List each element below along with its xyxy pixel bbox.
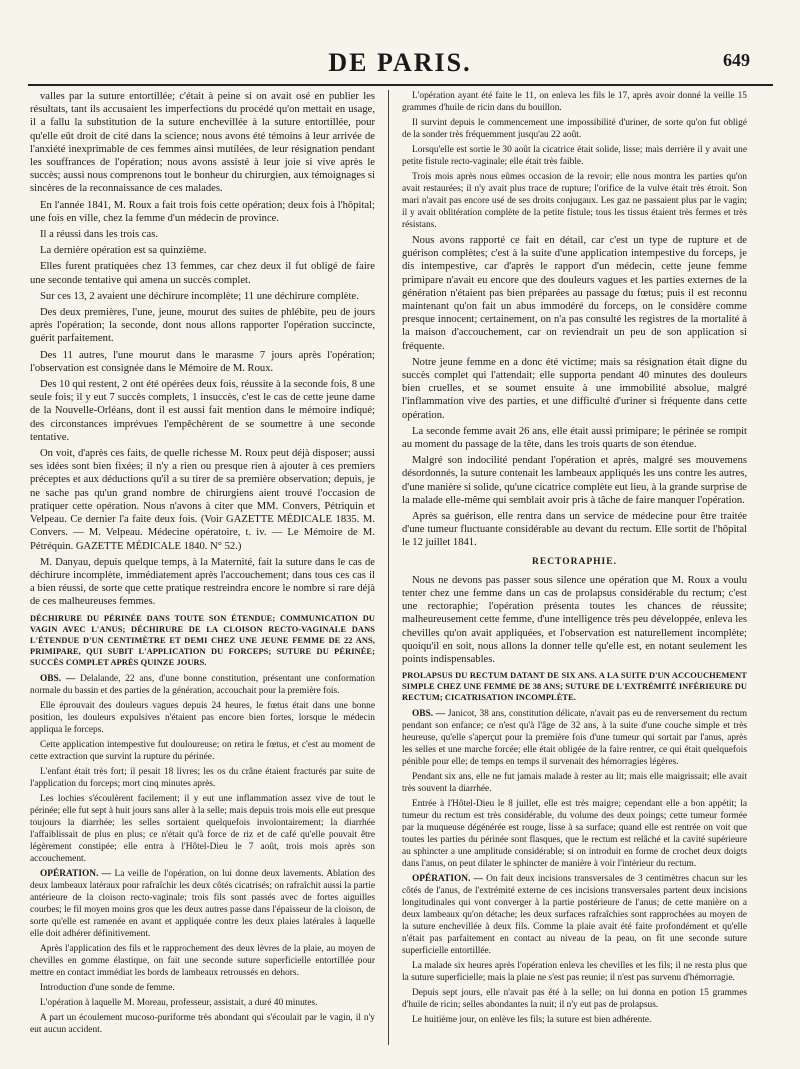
paragraph: M. Danyau, depuis quelque temps, à la Maternité, fait la suture dans le cas de déchirure incomplète, immédiatement après l'accouchement; dans tous ces cas il a bien réussi, de sorte que cette pratique restreindra encore le nombre si rare déjà de ces malheureuses femmes. xyxy=(30,556,375,608)
paragraph: Trois mois après nous eûmes occasion de la revoir; elle nous montra les parties qu'on avait restaurées; il n'y avait plus trace de rupture; l'orifice de la vulve était très étroit. Son mari n'avait pas encore usé de ses droits conjugaux. Les gaz ne passaient plus par le vagin; il y avait oblitération complète de la petite fistule; tous les tissus étaient très fermes et très résistans. xyxy=(402,172,747,230)
section-title: RECTORAPHIE. xyxy=(532,556,617,567)
paragraph: Elles furent pratiquées chez 13 femmes, car chez deux il fut obligé de faire une seconde tentative qui amena un succès complet. xyxy=(30,261,375,286)
left-column xyxy=(30,90,375,1050)
observation-label: OPÉRATION. — xyxy=(40,868,112,879)
paragraph: Elle éprouvait des douleurs vagues depuis 24 heures, le fœtus était dans une bonne position, les douleurs expulsives n'étaient pas encore bien fortes, lorsque le médecin appliqua le forceps. xyxy=(30,700,375,735)
paragraph: Des deux premières, l'une, jeune, mourut des suites de phlébite, peu de jours après l'opération; la seconde, dont nous allons rapporter l'opération succincte, guérit parfaitement. xyxy=(30,307,375,345)
paragraph: Sur ces 13, 2 avaient une déchirure incomplète; 11 une déchirure complète. xyxy=(40,290,359,302)
case-heading: DÉCHIRURE DU PÉRINÉE DANS TOUTE SON ÉTENDUE; COMMUNICATION DU VAGIN AVEC L'ANUS; DÉCHIRURE DE LA CLOISON RECTO-VAGINALE DANS L'ÉTENDUE D'UN CENTIMÈTRE ET DEMI CHEZ UNE JEUNE FEMME DE 22 ANS, PRIMIPARE, QUI SUBIT L'APPLICATION DU FORCEPS; SUTURE DU PÉRINÉE; SUCCÈS COMPLET APRÈS QUINZE JOURS. xyxy=(30,613,375,667)
paragraph: On voit, d'après ces faits, de quelle richesse M. Roux peut déjà disposer; aussi ses idées sont bien fixées; il n'y a rien ou presque rien à ajouter à ces premiers préceptes et aux déductions qu'il a su tirer de sa première observation; depuis, je ne sache pas qu'un grand nombre de chirurgiens aient trouvé l'occasion de pratiquer cette opération. Nous n'avons à citer que MM. Convers, Pétriquin et Velpeau. Ce dernier l'a faite deux fois. (Voir GAZETTE MÉDICALE 1835. M. Convers. — M. Velpeau. Médecine opératoire, t. iv. — Le Mémoire de M. Pétréquin. GAZETTE MÉDICALE 1840. N° 52.) xyxy=(30,448,375,552)
column-divider xyxy=(388,90,389,1045)
running-title: DE PARIS. xyxy=(328,48,472,77)
paragraph: Nous avons rapporté ce fait en détail, car c'est un type de rupture et de guérison complètes; c'est à la suite d'une application intempestive du forceps, je dis intempestive, car d'après le rapport d'un médecin, cette jeune femme primipare n'avait eu encore que des douleurs vagues et les parties externes de la génération n'étaient pas bien préparées au passage du fœtus; puis il est reconnu maintenant qu'on fait un abus immodéré du forceps, on le considère comme presque innocent; certainement, on n'a pas consulté les registres de la mortalité à la maison d'accouchement, car on reviendrait un peu de son application si fréquente. xyxy=(402,235,747,352)
paragraph: OBS. — Delalande, 22 ans, d'une bonne constitution, présentant une conformation normale du bassin et des parties de la génération, accouchait pour la première fois. xyxy=(30,673,375,696)
paragraph: Nous ne devons pas passer sous silence une opération que M. Roux a voulu tenter chez une femme dans un cas de prolapsus considérable du rectum; c'est une rectoraphie; l'opération présenta toutes les chances de réussite; malheureusement cette femme, d'une intelligence très peu développée, enleva les chevilles qu'on avait appliquées, et l'observation est naturellement incomplète; quoiqu'il en soit, nous allons la donner telle qu'elle est, en notant seulement les points indispensables. xyxy=(402,574,747,666)
observation-label: OBS. — xyxy=(412,709,446,720)
paragraph: Après sa guérison, elle rentra dans un service de médecine pour être traitée d'une tumeur fluctuante considérable au devant du rectum. Elle sortit de l'hôpital le 12 juillet 1841. xyxy=(402,511,747,549)
observation-label: OBS. — xyxy=(40,673,76,684)
paragraph: Le huitième jour, on enlève les fils; la suture est bien adhérente. xyxy=(412,1015,652,1026)
paragraph: OPÉRATION. — La veille de l'opération, on lui donne deux lavements. Ablation des deux lambeaux latéraux pour rafraîchir les deux côtés cicatrisés; on rafraîchit aussi la partie antérieure de la cloison recto-vaginale; trois fils sont passés avec de fortes aiguilles courbes; le fil moyen moins gros que les deux autres passe dans l'épaisseur de la cloison, de sorte qu'elle est ramenée en avant et appliquée contre les deux plaies latérales à laquelle elle doit adhérer définitivement. xyxy=(30,868,375,939)
paragraph: La malade six heures après l'opération enleva les chevilles et les fils; il ne resta plus que la suture superficielle; mais la plaie ne s'est pas reunie; il n'est pas survenu d'hémorragie. xyxy=(402,961,747,984)
paragraph: OBS. — Janicot, 38 ans, constitution délicate, n'avait pas eu de renversement du rectum pendant son enfance; ce n'est qu'à l'âge de 32 ans, à la suite d'une couche simple et très heureuse, qu'elle s'aperçut pour la première fois d'une tumeur qui sortait par l'anus, après les selles et une marche forcée; elle était obligée de la faire rentrer, ce qui était quelquefois pénible pour elle; de temps en temps il survenait des hémorragies légères. xyxy=(402,709,747,768)
paragraph: Des 10 qui restent, 2 ont été opérées deux fois, réussite à la seconde fois, 8 une seule fois; il y eut 7 succès complets, 1 insuccès, c'est le cas de cette jeune dame de la Nouvelle-Orléans, dont il est aussi fait mention dans le mémoire indiqué; des circonstances imprévues l'empêchèrent de se soumettre à une seconde tentative. xyxy=(30,379,375,443)
paragraph: Cette application intempestive fut douloureuse; on retira le fœtus, et c'est au moment de cette extraction que survint la rupture du périnée. xyxy=(30,739,375,762)
masthead xyxy=(0,0,800,80)
paragraph: Lorsqu'elle est sortie le 30 août la cicatrice était solide, lisse; mais derrière il y avait une petite fistule recto-vaginale; elle était très faible. xyxy=(402,145,747,167)
paragraph: Depuis sept jours, elle n'avait pas été à la selle; on lui donna en potion 15 grammes d'huile de ricin; selles abondantes la nuit; il n'y eut pas de prolapsus. xyxy=(402,988,747,1011)
paragraph: En l'année 1841, M. Roux a fait trois fois cette opération; deux fois à l'hôpital; une fois en ville, chez la femme d'un médecin de province. xyxy=(30,199,375,224)
paragraph: valles par la suture entortillée; c'était à peine si on avait osé en publier les résultats, tant ils accusaient les imperfections du procédé qu'on mettait en usage, il a fallu la substitution de la suture enchevillée à la suture entortillée, pour qu'elle eût droit de cité dans la science; nous avons été témoins à leur arrivée de l'anxiété inexprimable de ces femmes ainsi mutilées, de leur résignation pendant les souffrances de l'opération; nous avons assisté à leur joie si vive après le succès; aussi nous comprenons tout le bonheur du chirurgien, aux témoignages si sincères de la reconnaissance de ces malades. xyxy=(30,91,375,195)
paragraph: L'opération ayant été faite le 11, on enleva les fils le 17, après avoir donné la veille 15 grammes d'huile de ricin dans du bouillon. xyxy=(402,91,747,113)
paragraph: A part un écoulement mucoso-puriforme très abondant qui s'écoulait par le vagin, il n'y eut aucun accident. xyxy=(30,1012,375,1035)
paragraph: Notre jeune femme en a donc été victime; mais sa résignation était digne du succès complet qui l'attendait; elle supporta pendant 40 minutes des douleurs bien cruelles, et se soumet ensuite à une immobilité absolue, malgré l'inflammation vive des parties, et une difficulté d'uriner si fréquente dans cette opération. xyxy=(402,356,747,421)
paragraph: Les lochies s'écoulèrent facilement; il y eut une inflammation assez vive de tout le périnée; elle fut sept à huit jours sans aller à la selle; mais depuis trois mois elle eut presque toujours la diarrhée; les selles sortaient quelquefois involontairement; la diarrhée l'affaiblissait de plus en plus; ce n'était qu'à force de riz et de café qu'elle pouvait être légèrement constipée; elle entra à l'Hôtel-Dieu le 7 août, trois mois après son accouchement. xyxy=(30,793,375,864)
paragraph: Entrée à l'Hôtel-Dieu le 8 juillet, elle est très maigre; cependant elle a bon appétit; la tumeur du rectum est très considérable, du volume des deux poings; cette tumeur formée par la muqueuse dégénérée est rouge, lisse à sa surface; quand elle est rentrée on voit que toutes les parties du périnée sont flasques, que le rectum est relâché et la cavité supérieure au sphincter a une amplitude considérable; si on introduit en forme de crochet deux doigts dans l'anus, on peut dilater le sphincter de manière à voir l'intérieur du rectum. xyxy=(402,799,747,870)
paragraph: Il survint depuis le commencement une impossibilité d'uriner, de sorte qu'on fut obligé de la sonder très fréquemment jusqu'au 22 août. xyxy=(402,118,747,140)
paragraph: Après l'application des fils et le rapprochement des deux lèvres de la plaie, au moyen de chevilles en gomme élastique, on fait une seconde suture superficielle entortillée pour mettre en contact immédiat les bords de lambeaux retroussés en dehors. xyxy=(30,943,375,978)
paragraph: La dernière opération est sa quinzième. xyxy=(40,245,207,257)
paragraph: Malgré son indocilité pendant l'opération et après, malgré ses mouvemens désordonnés, la suture contenait les lambeaux appliqués les uns contre les autres, d'une manière si solide, qu'une cicatrice complète eut lieu, à la grande surprise de la malade elle-même qui semblait avoir pris à tâche de faire manquer l'opération. xyxy=(402,455,747,506)
paragraph: Il a réussi dans les trois cas. xyxy=(40,229,158,241)
case-heading: PROLAPSUS DU RECTUM DATANT DE SIX ANS. A LA SUITE D'UN ACCOUCHEMENT SIMPLE CHEZ UNE FEMME DE 38 ANS; SUTURE DE L'EXTRÉMITÉ INFÉRIEURE DU RECTUM; CICATRISATION INCOMPLÈTE. xyxy=(402,671,747,703)
page-number: 649 xyxy=(723,50,750,70)
paragraph: La seconde femme avait 26 ans, elle était aussi primipare; le périnée se rompit au moment du passage de la tête, dans les trois quarts de son étendue. xyxy=(402,425,747,451)
paragraph: Pendant six ans, elle ne fut jamais malade à rester au lit; mais elle maigrissait; elle avait très souvent la diarrhée. xyxy=(402,772,747,795)
observation-label: OPÉRATION. — xyxy=(412,874,483,885)
paragraph: OPÉRATION. — On fait deux incisions transversales de 3 centimètres chacun sur les côtés de l'anus, de l'extrémité externe de ces incisions transversales partent deux incisions longitudinales qui vont converger à la partie postérieure de l'anus; de cette manière on a deux lambeaux qu'on détache; les deux surfaces rafraîchies sont rapprochées au moyen de la suture enchevillée à deux fils. Comme la plaie avait été faite profondément et qu'elle n'était pas parfaitement en contact au niveau de la peau, on fit une seconde suture superficielle entortillée. xyxy=(402,874,747,957)
paragraph: L'opération à laquelle M. Moreau, professeur, assistait, a duré 40 minutes. xyxy=(40,997,318,1008)
header-rule xyxy=(28,84,773,86)
paragraph: Des 11 autres, l'une mourut dans le marasme 7 jours après l'opération; l'observation est consignée dans le Mémoire de M. Roux. xyxy=(30,349,375,374)
paragraph: Introduction d'une sonde de femme. xyxy=(40,982,175,993)
right-column xyxy=(402,90,747,1050)
paragraph: L'enfant était très fort; il pesait 18 livres; les os du crâne étaient fracturés par suite de l'application du forceps; mort cinq minutes après. xyxy=(30,766,375,789)
